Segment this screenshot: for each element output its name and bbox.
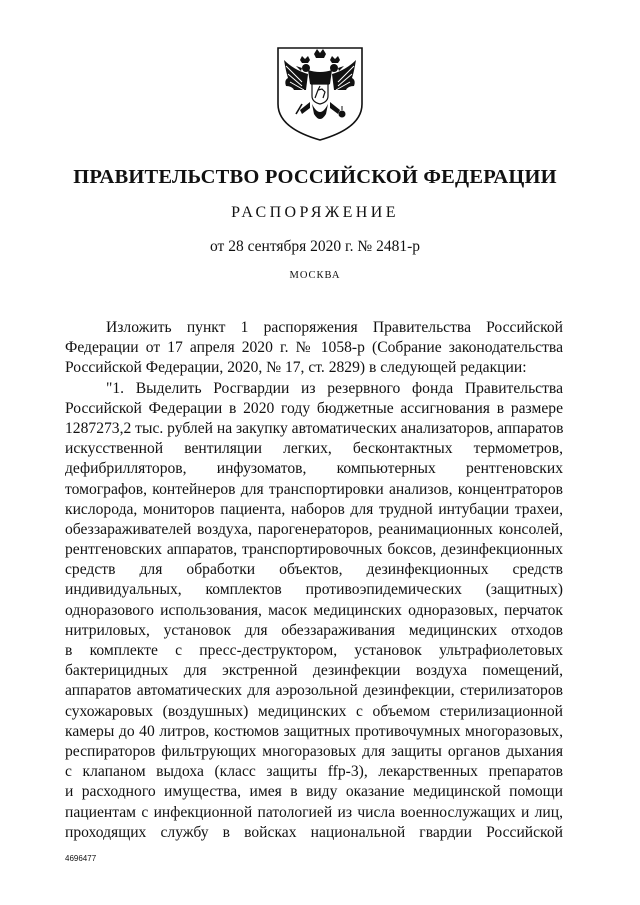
coat-of-arms-icon bbox=[272, 44, 368, 142]
government-title: ПРАВИТЕЛЬСТВО РОССИЙСКОЙ ФЕДЕРАЦИИ bbox=[73, 166, 557, 188]
body-line: в комплекте с пресс-деструктором, установок ультрафиолетовых bbox=[65, 642, 563, 659]
document-date-number: от 28 сентября 2020 г. № 2481-р bbox=[210, 238, 420, 255]
body-line: искусственной вентиляции легких, бесконтактных термометров, bbox=[65, 440, 563, 458]
body-line: дефибрилляторов, инфузоматов, компьютерных рентгеновских bbox=[65, 460, 563, 478]
document-city: МОСКВА bbox=[289, 270, 341, 281]
body-line: рентгеновских аппаратов, транспортировочных боксов, дезинфекционных bbox=[65, 541, 563, 559]
body-line: камеры до 40 литров, костюмов защитных противочумных многоразовых, bbox=[65, 722, 563, 740]
body-line: одноразового использования, масок медицинских одноразовых, перчаток bbox=[65, 601, 563, 619]
body-line: 1287273,2 тыс. рублей на закупку автоматических анализаторов, аппаратов bbox=[65, 419, 563, 437]
body-line: сухожаровых (воздушных) медицинских с объемом стерилизационной bbox=[65, 702, 563, 720]
document-body bbox=[65, 318, 563, 843]
document-type: РАСПОРЯЖЕНИЕ bbox=[231, 204, 399, 221]
body-line: пациентам с инфекционной патологией из числа военнослужащих и лиц, bbox=[65, 803, 563, 821]
body-line: Федерации от 17 апреля 2020 г. № 1058-р (Собрание законодательства bbox=[65, 339, 563, 357]
body-line: томографов, контейнеров для транспортировки анализов, концентраторов bbox=[65, 480, 563, 498]
body-line: бактерицидных для экстренной дезинфекции воздуха помещений, bbox=[65, 662, 563, 680]
body-line: средств для обработки объектов, дезинфекционных средств bbox=[65, 561, 563, 579]
body-line: индивидуальных, комплектов противоэпидемических (защитных) bbox=[65, 581, 563, 599]
body-line: Изложить пункт 1 распоряжения Правительства Российской bbox=[106, 319, 563, 336]
body-line: "1. Выделить Росгвардии из резервного фонда Правительства bbox=[106, 379, 563, 397]
body-line: респираторов фильтрующих многоразовых для защиты органов дыхания bbox=[65, 742, 563, 760]
body-line: Российской Федерации, 2020, № 17, ст. 2829) в следующей редакции: bbox=[65, 359, 527, 377]
body-line: с клапаном выдоха (класс защиты ffp-3), лекарственных препаратов bbox=[65, 763, 563, 781]
body-line: обеззараживателей воздуха, парогенераторов, реанимационных консолей, bbox=[65, 520, 563, 538]
body-line: нитриловых, установок для обеззараживания медицинских отходов bbox=[65, 621, 563, 639]
body-line: кислорода, мониторов пациента, наборов для трудной интубации трахеи, bbox=[65, 500, 563, 518]
document-code: 4696477 bbox=[65, 854, 97, 863]
body-line: Российской Федерации в 2020 году бюджетные ассигнования в размере bbox=[65, 399, 563, 417]
body-line: проходящих службу в войсках национальной гвардии Российской bbox=[65, 823, 563, 841]
body-line: аппаратов автоматических для аэрозольной дезинфекции, стерилизаторов bbox=[65, 682, 563, 700]
body-line: и расходного имущества, имея в виду оказание медицинской помощи bbox=[65, 783, 563, 801]
